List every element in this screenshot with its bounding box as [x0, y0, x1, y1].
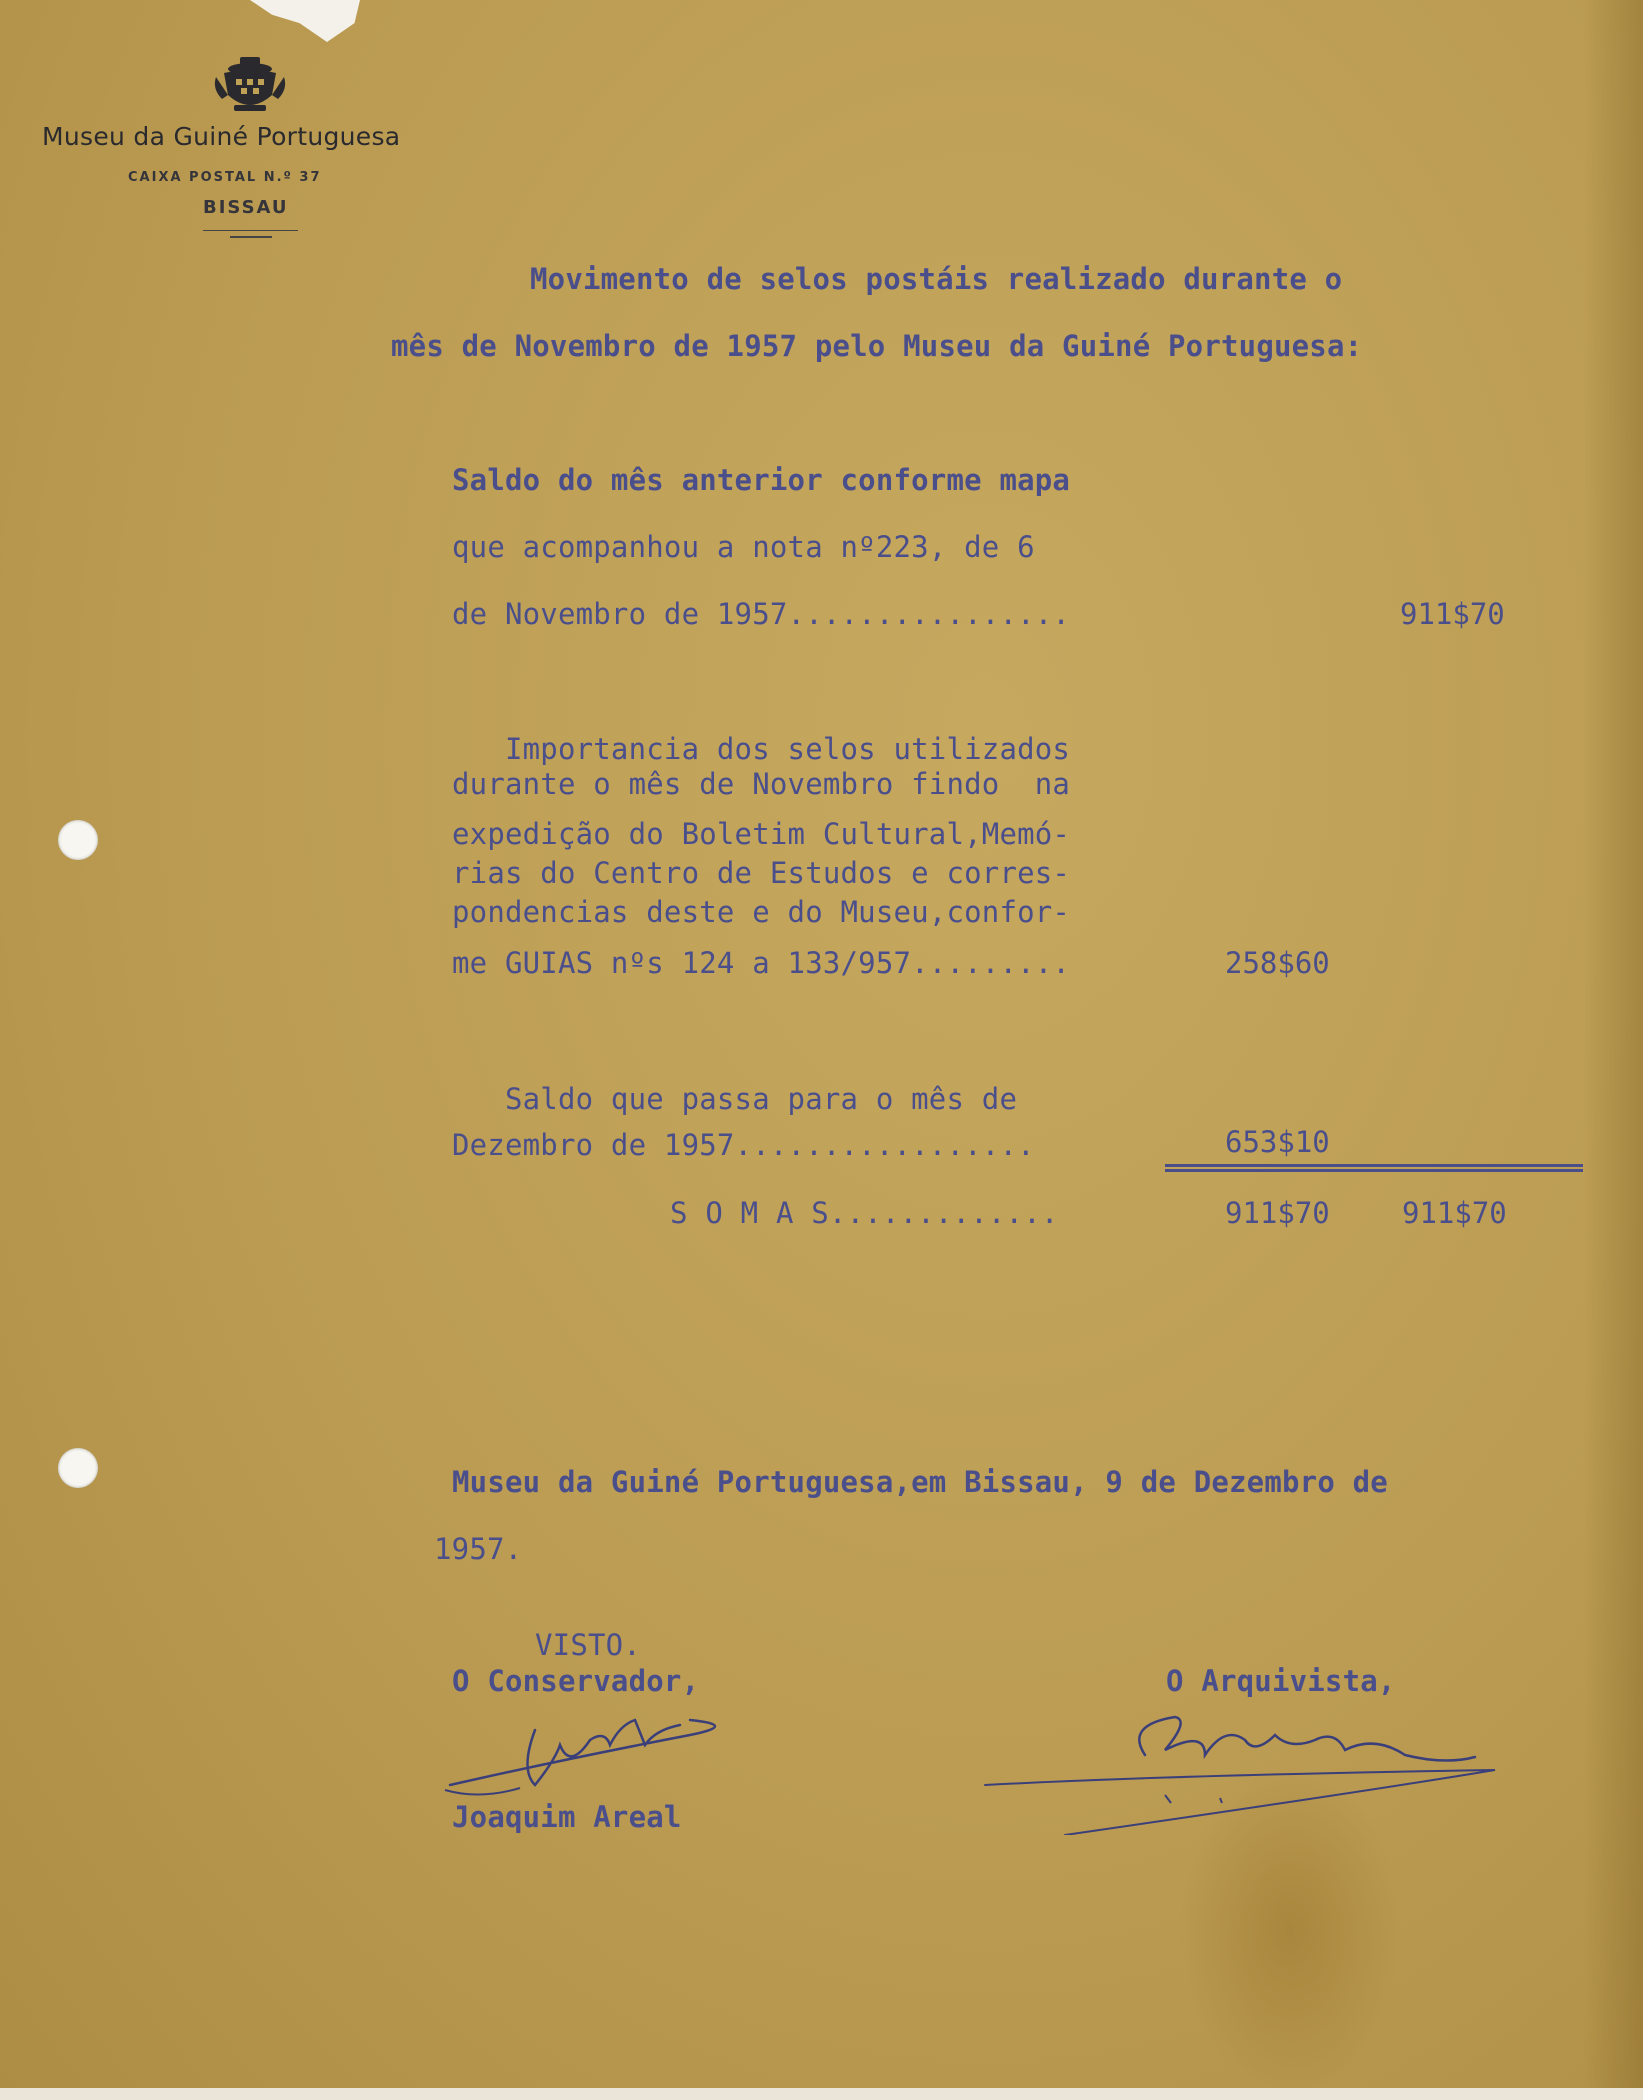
- approval-mark: VISTO.: [535, 1628, 641, 1662]
- totals-label: S O M A S.............: [670, 1196, 1059, 1230]
- totals-credit: 911$70: [1402, 1196, 1507, 1230]
- total-double-rule: [1165, 1164, 1583, 1172]
- stamps-used-line-5: pondencias deste e do Museu,confor-: [452, 895, 1071, 929]
- torn-corner: [250, 0, 360, 42]
- heading-line-2: mês de Novembro de 1957 pelo Museu da Guiné Portuguesa:: [391, 329, 1363, 363]
- stamps-used-line-2: durante o mês de Novembro findo na: [452, 767, 1071, 801]
- paper-bottom-edge: [0, 2088, 1643, 2100]
- carried-balance-amount: 653$10: [1225, 1125, 1330, 1159]
- stamps-used-line-1: Importancia dos selos utilizados: [452, 732, 1071, 766]
- letterhead-postal-box: CAIXA POSTAL N.º 37: [128, 170, 322, 185]
- letterhead-city: BISSAU: [203, 197, 289, 218]
- heading-line-1: Movimento de selos postáis realizado durante o: [530, 262, 1343, 296]
- conservator-name: Joaquim Areal: [452, 1800, 682, 1834]
- previous-balance-line-3: de Novembro de 1957................: [452, 597, 1071, 631]
- letterhead-institution: Museu da Guiné Portuguesa: [42, 122, 401, 151]
- stamps-used-line-3: expedição do Boletim Cultural,Memó-: [452, 817, 1071, 851]
- letterhead-rule: [203, 230, 298, 231]
- stamps-used-line-6: me GUIAS nºs 124 a 133/957.........: [452, 946, 1071, 980]
- previous-balance-line-1: Saldo do mês anterior conforme mapa: [452, 463, 1071, 497]
- previous-balance-amount: 911$70: [1400, 597, 1505, 631]
- letterhead-rule-short: [230, 236, 272, 238]
- closing-year: 1957.: [434, 1532, 523, 1566]
- conservator-signature: [440, 1690, 740, 1810]
- closing-place-date: Museu da Guiné Portuguesa,em Bissau, 9 de Dezembro de: [452, 1465, 1388, 1499]
- conservator-role: O Conservador,: [452, 1664, 700, 1698]
- paper-edge-shadow: [1583, 0, 1643, 2100]
- archivist-role: O Arquivista,: [1166, 1664, 1396, 1698]
- punch-hole-top: [58, 820, 98, 860]
- coat-of-arms-icon: [210, 55, 290, 120]
- archivist-signature: [975, 1695, 1515, 1835]
- punch-hole-bottom: [58, 1448, 98, 1488]
- stamps-used-line-4: rias do Centro de Estudos e corres-: [452, 856, 1071, 890]
- totals-debit: 911$70: [1225, 1196, 1330, 1230]
- carried-balance-line-1: Saldo que passa para o mês de: [452, 1082, 1018, 1116]
- carried-balance-line-2: Dezembro de 1957.................: [452, 1128, 1035, 1162]
- previous-balance-line-2: que acompanhou a nota nº223, de 6: [452, 530, 1035, 564]
- stamps-used-amount: 258$60: [1225, 946, 1330, 980]
